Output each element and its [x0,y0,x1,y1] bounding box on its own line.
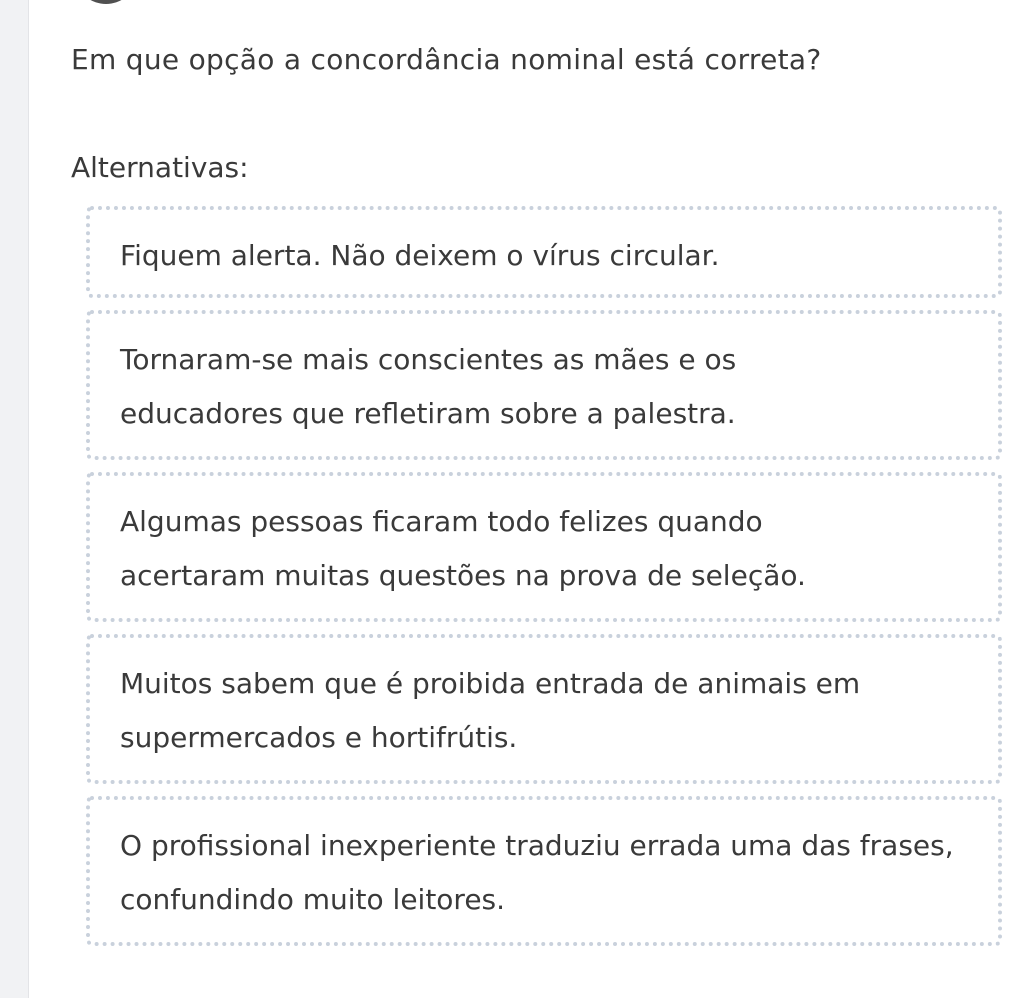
option-d-text: Muitos sabem que é proibida entrada de animais em supermercados e hortifrútis. [120,667,861,754]
left-rail [0,0,29,998]
option-b-text: Tornaram-se mais conscientes as mães e os educadores que refletiram sobre a palestra. [120,343,737,430]
option-c-text: Algumas pessoas ficaram todo felizes quando acertaram muitas questões na prova de seleção. [120,505,806,592]
option-d[interactable] [86,634,1002,784]
option-b[interactable] [86,310,1002,460]
option-c[interactable] [86,472,1002,622]
option-a[interactable] [86,206,1002,298]
option-e-text: O profissional inexperiente traduziu errada uma das frases, confundindo muito leitores. [120,829,954,916]
options-list [86,206,1002,958]
option-e[interactable] [86,796,1002,946]
question-text: Em que opção a concordância nominal está correta? [71,43,822,76]
alternatives-heading: Alternativas: [71,151,249,184]
option-a-text: Fiquem alerta. Não deixem o vírus circular. [120,239,720,272]
avatar-edge [78,0,134,4]
